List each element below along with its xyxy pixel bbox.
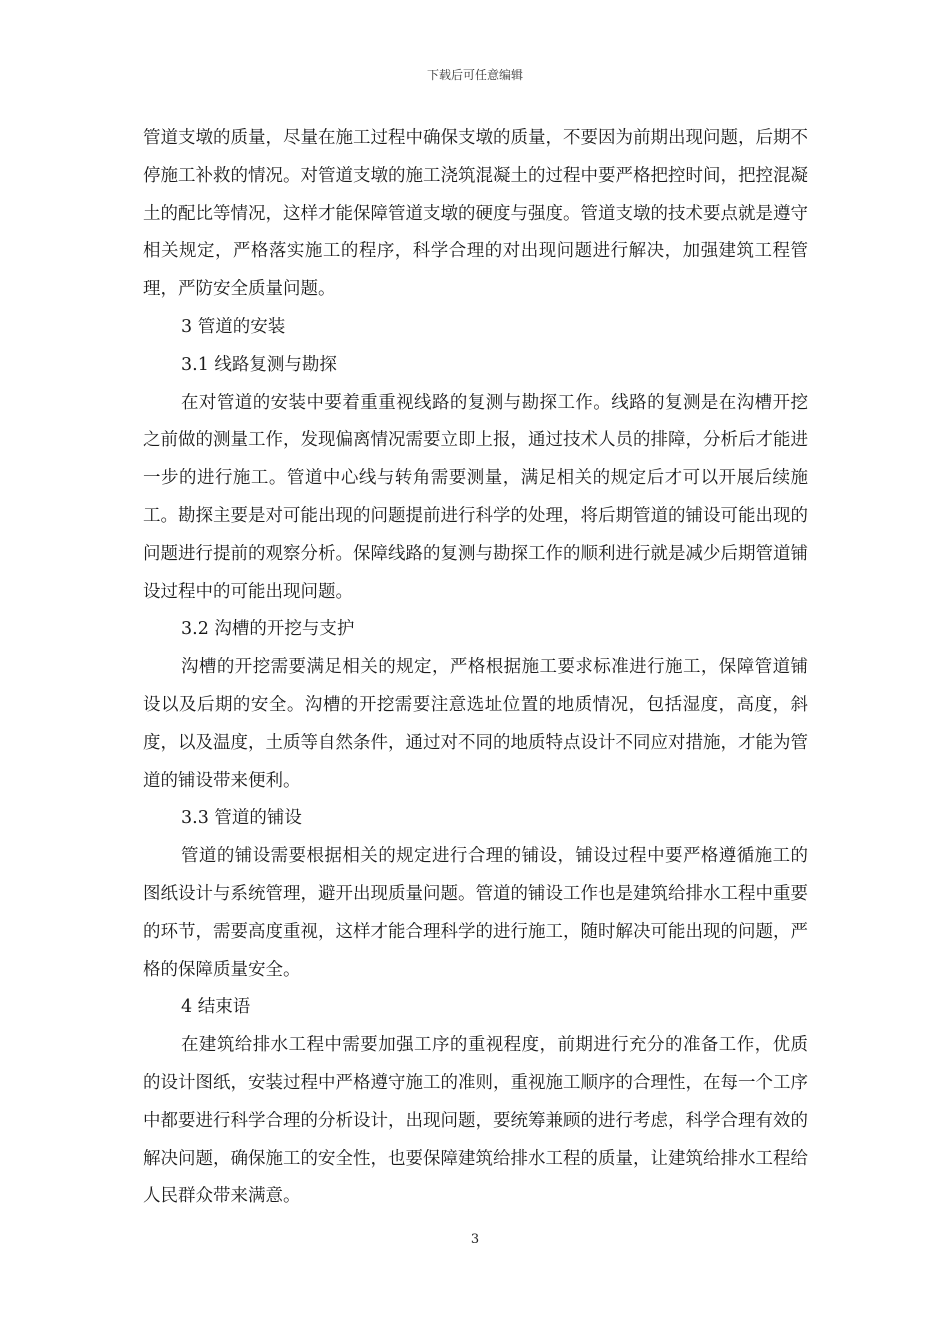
page-number: 3	[470, 1232, 480, 1247]
subsection-heading-trench-excavation: 3.2 沟槽的开挖与支护	[181, 619, 355, 640]
paragraph-trench-excavation: 沟槽的开挖需要满足相关的规定，严格根据施工要求标准进行施工，保障管道铺设以及后期的安全。沟槽的开挖需要注意选址位置的地质情况，包括湿度，高度，斜度，以及温度，土质等自然条件，通过对不同的地质特点设计不同应对措施，才能为管道的铺设带来便利。	[143, 657, 808, 791]
document-body	[143, 120, 808, 1216]
section-heading-pipe-installation: 3 管道的安装	[181, 316, 286, 337]
paragraph-route-survey: 在对管道的安装中要着重重视线路的复测与勘探工作。线路的复测是在沟槽开挖之前做的测量工作，发现偏离情况需要立即上报，通过技术人员的排障，分析后才能进一步的进行施工。管道中心线与转角需要测量，满足相关的规定后才可以开展后续施工。勘探主要是对可能出现的问题提前进行科学的处理，将后期管道的铺设可能出现的问题进行提前的观察分析。保障线路的复测与勘探工作的顺利进行就是减少后期管道铺设过程中的可能出现问题。	[143, 392, 808, 602]
subsection-heading-route-survey: 3.1 线路复测与勘探	[181, 354, 337, 375]
paragraph-pier-quality: 管道支墩的质量，尽量在施工过程中确保支墩的质量，不要因为前期出现问题，后期不停施工补救的情况。对管道支墩的施工浇筑混凝土的过程中要严格把控时间，把控混凝土的配比等情况，这样才能保障管道支墩的硬度与强度。管道支墩的技术要点就是遵守相关规定，严格落实施工的程序，科学合理的对出现问题进行解决，加强建筑工程管理，严防安全质量问题。	[143, 128, 808, 300]
page-header: 下载后可任意编辑	[426, 68, 523, 82]
section-heading-conclusion: 4 结束语	[181, 997, 251, 1018]
paragraph-conclusion: 在建筑给排水工程中需要加强工序的重视程度，前期进行充分的准备工作，优质的设计图纸，安装过程中严格遵守施工的准则，重视施工顺序的合理性，在每一个工序中都要进行科学合理的分析设计，出现问题，要统筹兼顾的进行考虑，科学合理有效的解决问题，确保施工的安全性，也要保障建筑给排水工程的质量，让建筑给排水工程给人民群众带来满意。	[143, 1035, 808, 1207]
subsection-heading-pipe-laying: 3.3 管道的铺设	[181, 808, 302, 829]
paragraph-pipe-laying: 管道的铺设需要根据相关的规定进行合理的铺设，铺设过程中要严格遵循施工的图纸设计与系统管理，避开出现质量问题。管道的铺设工作也是建筑给排水工程中重要的环节，需要高度重视，这样才能合理科学的进行施工，随时解决可能出现的问题，严格的保障质量安全。	[143, 846, 808, 980]
